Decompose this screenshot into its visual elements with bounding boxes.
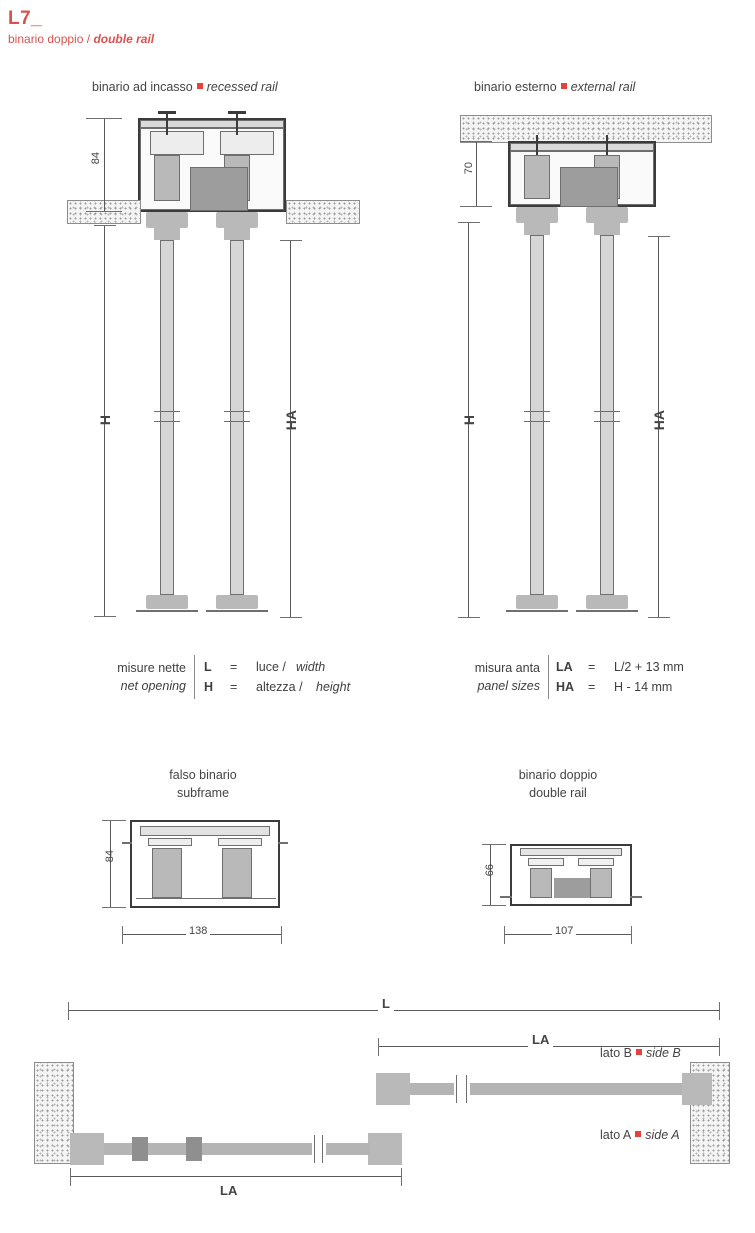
plan-dim-la-bottom-line [70, 1176, 402, 1177]
net-opening-symbol-h: H [204, 680, 214, 694]
label-ha-left: HA [283, 410, 299, 431]
panel-sizes-symbol-la: LA [556, 660, 573, 674]
page-subtitle-separator: / [86, 32, 91, 46]
external-rail-drawing [440, 105, 740, 635]
dim-70-line [476, 141, 477, 207]
net-opening-title-en: net opening [120, 679, 186, 693]
net-opening-value-h-en: height [316, 680, 351, 694]
panel-sizes-symbol-ha: HA [556, 680, 575, 694]
double-rail-height-dim: 66 [484, 864, 496, 877]
subframe-caption-it: falso binario [169, 768, 237, 782]
recessed-rail-height-dim: 84 [90, 152, 102, 165]
net-opening-divider [194, 655, 195, 699]
external-rail-caption-en: external rail [570, 80, 636, 94]
label-ha-right: HA [651, 410, 667, 431]
page-subtitle [8, 32, 154, 46]
plan-dim-la-bottom: LA [216, 1183, 241, 1198]
plan-drawing [0, 1055, 755, 1195]
plan-side-b-label [600, 1046, 681, 1060]
recessed-rail-caption-it: binario ad incasso [92, 80, 193, 94]
label-h-left: H [97, 415, 113, 426]
page-subtitle-it: binario doppio [8, 32, 84, 46]
panel-sizes-eq-la: = [588, 660, 596, 674]
subframe-drawing [122, 812, 292, 922]
panel-sizes-value-la: L/2 + 13 mm [614, 660, 684, 674]
net-opening-value-l-it: luce / [256, 660, 286, 674]
panel-sizes-value-ha: H - 14 mm [614, 680, 673, 694]
dim-84-line [104, 118, 105, 212]
page-subtitle-en: double rail [93, 32, 155, 46]
plan-dim-l: L [378, 996, 394, 1011]
net-opening-value-h-it: altezza / [256, 680, 303, 694]
double-rail-width-dim: 107 [552, 925, 576, 937]
subframe-width-dim: 138 [186, 925, 210, 937]
plan-dim-la-top: LA [528, 1032, 553, 1047]
plan-side-a-en: side A [645, 1128, 680, 1142]
subframe-height-dim-line [110, 820, 111, 908]
bullet-square-icon-4 [635, 1131, 641, 1137]
panel-sizes-title-en: panel sizes [477, 679, 540, 693]
recessed-rail-caption-en: recessed rail [206, 80, 278, 94]
external-rail-caption [474, 80, 635, 94]
net-opening-title-it: misure nette [117, 661, 186, 675]
subframe-height-dim: 84 [104, 850, 116, 863]
net-opening-eq-h: = [230, 680, 238, 694]
net-opening-symbol-l: L [204, 660, 212, 674]
plan-side-a-it: lato A [600, 1128, 632, 1142]
external-rail-height-dim: 70 [463, 162, 475, 175]
subframe-caption-en: subframe [176, 786, 230, 800]
plan-side-b-it: lato B [600, 1046, 632, 1060]
bullet-square-icon-3 [636, 1049, 642, 1055]
recessed-rail-drawing [70, 105, 410, 635]
recessed-rail-caption [92, 80, 278, 94]
plan-side-b-en: side B [645, 1046, 681, 1060]
label-h-right: H [461, 415, 477, 426]
panel-sizes-title-it: misura anta [474, 661, 540, 675]
double-rail-drawing [500, 838, 660, 918]
panel-sizes-eq-ha: = [588, 680, 596, 694]
double-rail-caption-en: double rail [529, 786, 587, 800]
net-opening-eq-l: = [230, 660, 238, 674]
bullet-square-icon [197, 83, 203, 89]
panel-sizes-divider [548, 655, 549, 699]
plan-dim-l-line [68, 1010, 720, 1011]
plan-side-a-label [600, 1128, 680, 1142]
net-opening-value-l-en: width [296, 660, 326, 674]
double-rail-caption-it: binario doppio [518, 768, 598, 782]
bullet-square-icon-2 [561, 83, 567, 89]
page-title: L7_ [8, 8, 43, 29]
external-rail-caption-it: binario esterno [474, 80, 557, 94]
